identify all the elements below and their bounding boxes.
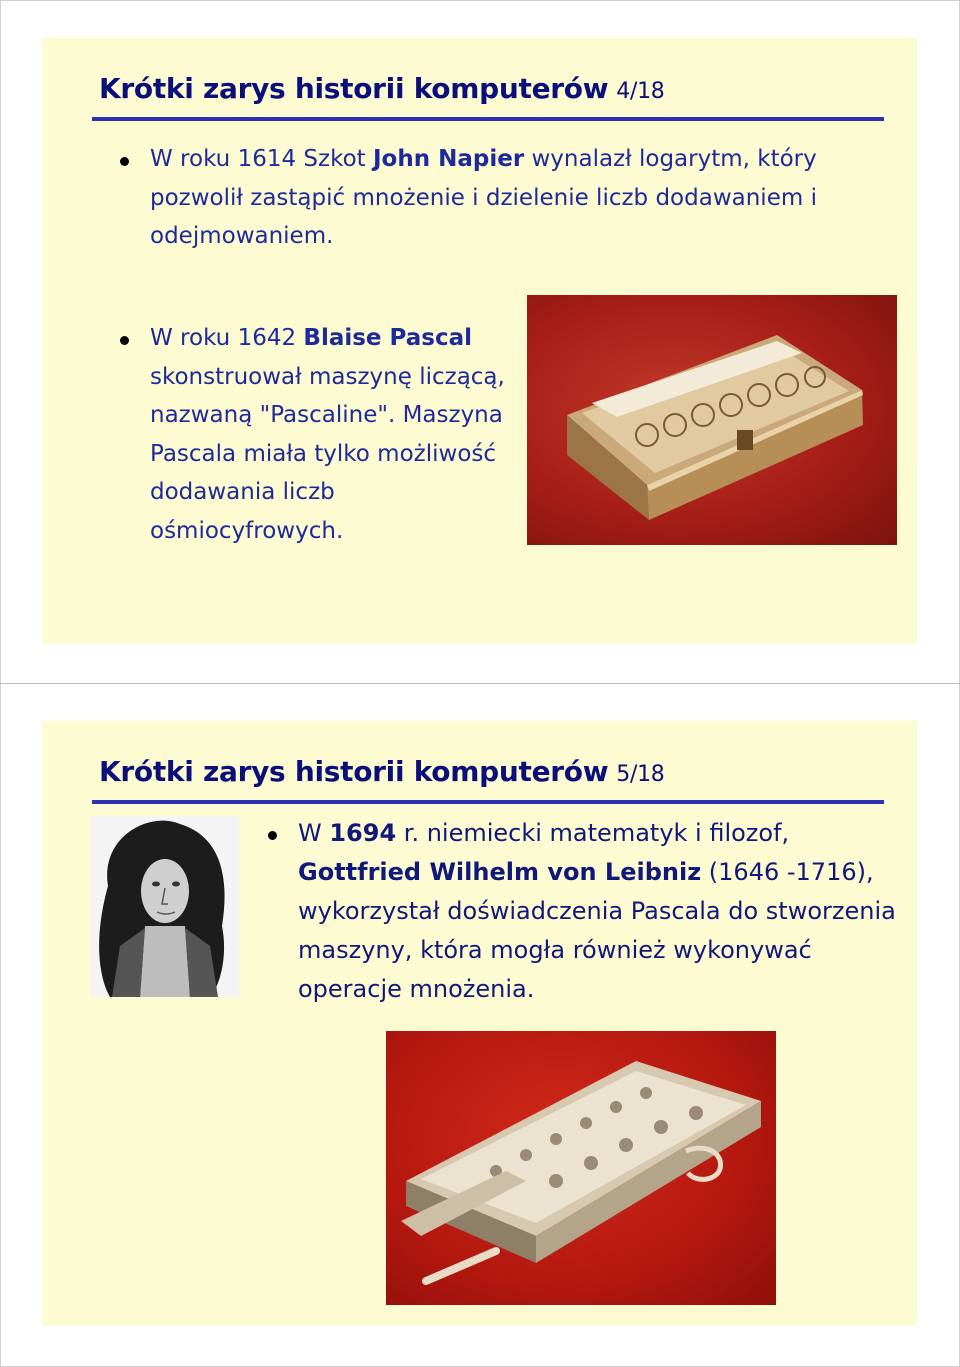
bullet-text: W roku 1642 xyxy=(150,325,304,351)
title-text: Krótki zarys historii komputerów xyxy=(99,72,609,105)
stepped-reckoner-photo xyxy=(386,1031,776,1305)
slide-divider xyxy=(0,683,960,684)
bullet-dot xyxy=(120,157,129,166)
pascaline-photo xyxy=(527,295,897,545)
bullet-text: W xyxy=(298,819,330,847)
bullet-napier xyxy=(150,140,870,256)
bullet-text: W roku 1614 Szkot xyxy=(150,146,373,172)
slide-page-number: 5/18 xyxy=(616,762,665,787)
bullet-leibniz xyxy=(298,814,898,1009)
bullet-bold-name: Gottfried Wilhelm von Leibniz xyxy=(298,858,702,886)
slide-page-number: 4/18 xyxy=(616,79,665,104)
leibniz-portrait xyxy=(90,816,239,997)
bullet-dot xyxy=(268,831,277,840)
title-rule xyxy=(92,800,884,804)
title-rule xyxy=(92,117,884,121)
bullet-text: wynalazł logarytm, który pozwolił zastąpić mnożenie i dzielenie liczb dodawaniem i odejmowaniem. xyxy=(150,146,817,249)
bullet-bold-year: 1694 xyxy=(329,819,397,847)
title-text: Krótki zarys historii komputerów xyxy=(99,755,609,788)
slide-title xyxy=(99,72,665,105)
bullet-text: skonstruował maszynę liczącą, nazwaną "Pascaline". Maszyna Pascala miała tylko możliwość dodawania liczb ośmiocyfrowych. xyxy=(150,363,505,544)
slide-title xyxy=(99,755,665,788)
bullet-pascal xyxy=(150,319,520,550)
bullet-bold-name: Blaise Pascal xyxy=(303,325,473,351)
slide-4 xyxy=(42,38,917,644)
bullet-text: (1646 -1716), wykorzystał doświadczenia Pascala do stworzenia maszyny, która mogła również wykonywać operacje mnożenia. xyxy=(298,858,896,1003)
slide-5 xyxy=(42,721,917,1326)
bullet-bold-name: John Napier xyxy=(373,146,525,172)
bullet-text: r. niemiecki matematyk i filozof, xyxy=(396,819,790,847)
bullet-dot xyxy=(120,336,129,345)
